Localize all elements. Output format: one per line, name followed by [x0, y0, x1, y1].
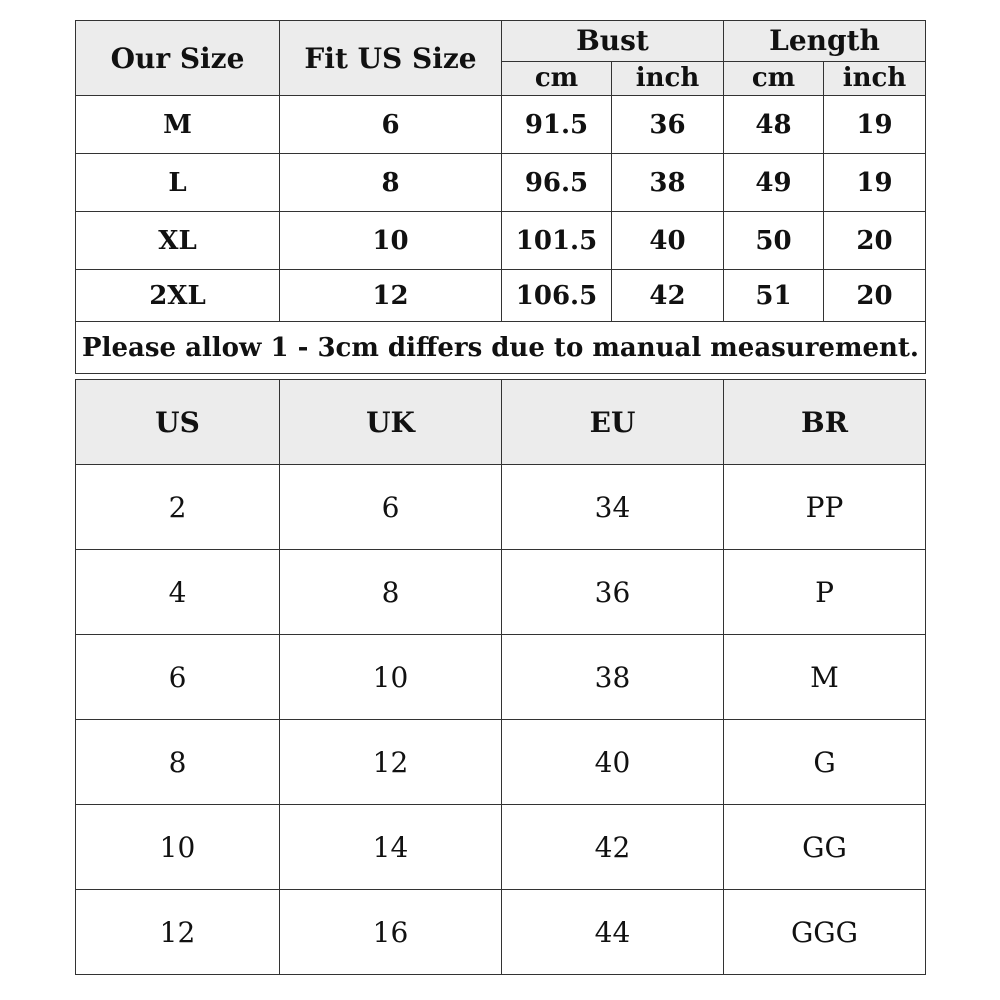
cell-bust-cm: 96.5 — [502, 154, 612, 212]
header-bust: Bust — [502, 21, 724, 62]
table-row — [76, 635, 926, 720]
table-row — [76, 465, 926, 550]
cell-us: 6 — [76, 635, 280, 720]
measurement-note: Please allow 1 - 3cm differs due to manual measurement. — [76, 322, 926, 374]
cell-eu: 38 — [502, 635, 724, 720]
table-row — [76, 805, 926, 890]
cell-bust-inch: 38 — [612, 154, 724, 212]
header-br: BR — [724, 380, 926, 465]
cell-fit-us: 8 — [280, 154, 502, 212]
cell-length-inch: 19 — [824, 154, 926, 212]
cell-fit-us: 12 — [280, 270, 502, 322]
header-uk: UK — [280, 380, 502, 465]
header-length-cm: cm — [724, 61, 824, 95]
cell-us: 2 — [76, 465, 280, 550]
cell-our-size: XL — [76, 212, 280, 270]
cell-us: 12 — [76, 890, 280, 975]
header-our-size: Our Size — [76, 21, 280, 96]
cell-our-size: 2XL — [76, 270, 280, 322]
cell-uk: 8 — [280, 550, 502, 635]
cell-eu: 36 — [502, 550, 724, 635]
cell-length-cm: 48 — [724, 96, 824, 154]
cell-us: 10 — [76, 805, 280, 890]
cell-length-inch: 20 — [824, 212, 926, 270]
cell-eu: 44 — [502, 890, 724, 975]
header-bust-cm: cm — [502, 61, 612, 95]
cell-bust-cm: 101.5 — [502, 212, 612, 270]
cell-bust-cm: 91.5 — [502, 96, 612, 154]
cell-bust-inch: 36 — [612, 96, 724, 154]
header-eu: EU — [502, 380, 724, 465]
table-row — [76, 212, 926, 270]
size-chart-table — [75, 20, 926, 374]
cell-our-size: M — [76, 96, 280, 154]
table-row — [76, 96, 926, 154]
table-row — [76, 270, 926, 322]
cell-bust-cm: 106.5 — [502, 270, 612, 322]
header-length: Length — [724, 21, 926, 62]
cell-br: P — [724, 550, 926, 635]
cell-br: M — [724, 635, 926, 720]
cell-uk: 6 — [280, 465, 502, 550]
cell-length-cm: 50 — [724, 212, 824, 270]
table-row — [76, 890, 926, 975]
cell-bust-inch: 42 — [612, 270, 724, 322]
cell-fit-us: 10 — [280, 212, 502, 270]
cell-fit-us: 6 — [280, 96, 502, 154]
cell-br: G — [724, 720, 926, 805]
cell-length-cm: 51 — [724, 270, 824, 322]
cell-eu: 42 — [502, 805, 724, 890]
size-conversion-table — [75, 379, 926, 975]
cell-br: GGG — [724, 890, 926, 975]
table-row — [76, 720, 926, 805]
table-row — [76, 550, 926, 635]
header-fit-us-size: Fit US Size — [280, 21, 502, 96]
cell-bust-inch: 40 — [612, 212, 724, 270]
cell-uk: 16 — [280, 890, 502, 975]
cell-br: GG — [724, 805, 926, 890]
header-us: US — [76, 380, 280, 465]
cell-length-inch: 19 — [824, 96, 926, 154]
cell-eu: 34 — [502, 465, 724, 550]
cell-our-size: L — [76, 154, 280, 212]
cell-uk: 12 — [280, 720, 502, 805]
cell-length-inch: 20 — [824, 270, 926, 322]
header-length-inch: inch — [824, 61, 926, 95]
cell-length-cm: 49 — [724, 154, 824, 212]
table-row — [76, 154, 926, 212]
cell-us: 4 — [76, 550, 280, 635]
header-bust-inch: inch — [612, 61, 724, 95]
cell-br: PP — [724, 465, 926, 550]
cell-us: 8 — [76, 720, 280, 805]
cell-uk: 10 — [280, 635, 502, 720]
cell-uk: 14 — [280, 805, 502, 890]
cell-eu: 40 — [502, 720, 724, 805]
